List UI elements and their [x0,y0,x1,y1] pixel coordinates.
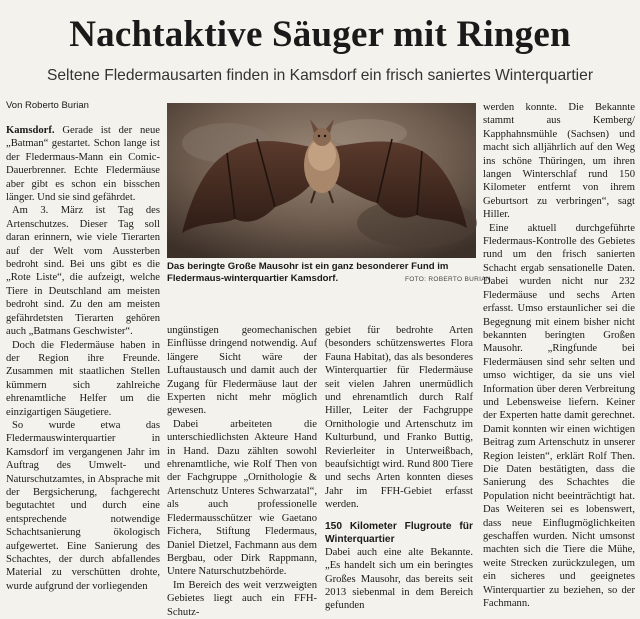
article-column-3 [325,324,474,612]
paragraph: Im Bereich des weit verzweigten Gebietes liegt auch ein FFH-Schutz- [167,579,317,618]
paragraph: Dabei arbeiteten die unterschiedlichsten Akteure Hand in Hand. Dazu zählten sowohl ehrenamtliche, wie Rolf Then von der Fachgruppe „Ornithologie & Artenschutz Unteres Schwarzatal“, als auch professionelle Fledermausschützer wie Gaetano Fichera, Stiftung Fledermaus, Daniel Dietzel, Fachmann aus dem Bergbau, oder Dirk Rappmann, Untere Naturschutzbehörde. [167,418,317,578]
byline: Von Roberto Burian [6,100,89,111]
paragraph: Doch die Fledermäuse haben in der Region ihre Freunde. Zusammen mit staatlichen Stellen kümmern sich zahlreiche ehrenamtliche Helfer um die einzigartigen Säugetiere. [6,339,160,418]
bat-photo [167,103,476,258]
subheadline: Seltene Fledermausarten finden in Kamsdorf ein frisch saniertes Winterquartier [46,67,594,84]
paragraph: werden konnte. Die Bekannte stammt aus Kemberg/ Kapphahnsmühle (Sachsen) und macht sich alljährlich auf den Weg ins schöne Thüringen, um ihren langen Winterschlaf rund 150 Kilometer entfernt von ihrem Geburtsort zu verbringen“, sagt Hiller. [483,102,635,221]
paragraph [6,124,160,204]
photo-credit: FOTO: ROBERTO BURIAN [405,276,491,283]
dateline: Kamsdorf. [6,125,55,136]
headline: Nachtaktive Säuger mit Ringen [69,14,571,55]
section-subheading: 150 Kilometer Flugroute für Winterquartier [325,520,473,545]
article-column-1 [6,124,160,592]
paragraph: Am 3. März ist Tag des Artenschutzes. Dieser Tag soll daran erinnern, wie viele Tierarten auf der Welt vom Aussterben bedroht sind. Bei uns gibt es die „Rote Liste“, die aufzeigt, welche Tiere in Deutschland am meisten bedroht sind. Zu den am meisten gefährdetsten Tierarten gehören auch „Batmans Geschwister“. [6,205,160,338]
paragraph: gebiet für bedrohte Arten (besonders schützenswertes Flora Fauna Habitat), das als besonderes Winterquartier für Fledermäuse seit vielen Jahren unermüdlich und ehrenamtlich durch Ralf Hiller, Leiter der Fachgruppe Ornithologie und Artenschutz im Kulturbund, und Franko Buttig, Revierleiter in Unterweißbach, beaufsichtigt wird. Rund 800 Tiere und sechs Arten konnten dieses Jahr im FFH-Gebiet erfasst werden. [325,325,474,511]
paragraph: Dabei auch eine alte Bekannte. „Es handelt sich um ein beringtes Großes Mausohr, das bereits seit 2013 siebenmal in dem Bereich gefunden [325,546,473,612]
bat-photo-illustration [167,103,476,258]
article-column-4 [483,101,635,610]
article-column-2 [167,324,317,618]
photo-caption: Das beringte Große Mausohr ist ein ganz besonderer Fund im Fledermaus-winterquartier Kamsdorf. [167,261,449,284]
paragraph-text: Gerade ist der neue „Batman“ gestartet. Schon lange ist der Fledermaus-Mann ein Comic-Dauerbrenner. Echte Fledermäuse aber gibt es schon ein bisschen länger. Und sie sind gefährdet. [6,125,160,204]
paragraph: So wurde etwa das Fledermauswinterquartier in Kamsdorf im vergangenen Jahr im Auftrag des Umwelt- und Naturschutzamtes, in Absprache mit der Bergsicherung, fachgerecht begutachtet und durch eine entsprechende notwendige Schachtsanierung ökologisch aufgewertet. Eine Sanierung des Schachtes, der durch abfallendes Material zu verschütten drohte, wurde aufgrund der vorliegenden [6,419,160,592]
paragraph: Eine aktuell durchgeführte Fledermaus-Kontrolle des Gebietes rund um den frisch sanierten Schacht ergab sensationelle Daten. Dabei wurden nicht nur 232 Fledermäuse und sechs Arten erfasst. Umso erstaunlicher sei die Begegnung mit einem bisher nicht bekannten beringten Großen Mausohr. „Ringfunde bei Fledermäusen sind sehr selten und umso wichtiger, da sie uns viel Information über deren Verbreitung und Lebensweise liefern. Keiner der Experten hatte damit gerechnet. Damit konnten wir einen wichtigen Beitrag zum Artenschutz in unserer Region leisten“, erklärt Rolf Then. Die Daten bestätigten, dass die Sanierung des Schachtes die Population nicht beeinträchtigt hat. Das Weiteren sei es lobenswert, dass neue Einflugmöglichkeiten geschaffen wurden. Nicht umsonst machten sich die Tiere die Mühe, weite Strecken zurückzulegen, um ein sicheres und geeignetes Winterquartier zu beziehen, so der Fachmann. [483,222,635,610]
paragraph: ungünstigen geomechanischen Einflüsse dringend notwendig. Auf längere Sicht wäre der Luftaustausch und damit auch der Zugang für Fledermäuse laut der Experten nicht mehr möglich gewesen. [167,325,317,417]
